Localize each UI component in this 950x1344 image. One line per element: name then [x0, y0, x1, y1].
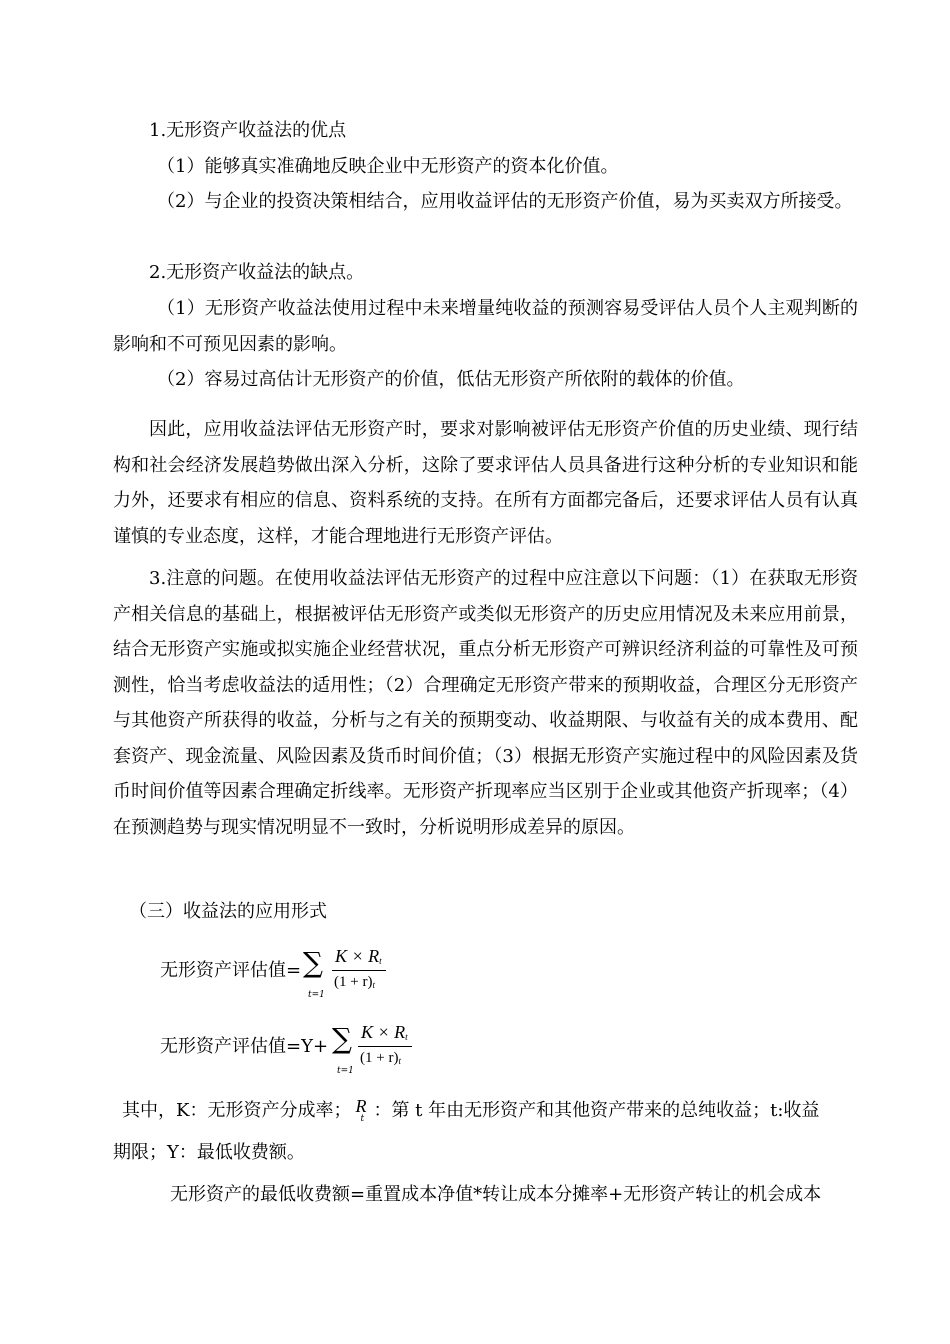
heading-disadvantages: 2.无形资产收益法的缺点。 — [149, 262, 365, 283]
advantage-1: （1）能够真实准确地反映企业中无形资产的资本化价值。 — [157, 156, 619, 177]
definition-r: ：第 t 年由无形资产和其他资产带来的总纯收益；t:收益 — [373, 1100, 820, 1121]
numerator: K × Rt — [361, 1022, 408, 1042]
disadvantage-2: （2）容易过高估计无形资产的价值，低估无形资产所依附的载体的价值。 — [157, 369, 745, 390]
therefore-paragraph: 因此，应用收益法评估无形资产时，要求对影响被评估无形资产价值的历史业绩、现行结构和社会经济发展趋势做出深入分析，这除了要求评估人员具备进行这种分析的专业知识和能力外，还要求有相应的信息、资料系统的支持。在所有方面都完备后，还要求评估人员有认真谨慎的专业态度，这样，才能合理地进行无形资产评估。 — [113, 419, 858, 547]
formula-1-label: 无形资产评估值= — [160, 960, 302, 981]
advantage-2: （2）与企业的投资决策相结合，应用收益评估的无形资产价值，易为买卖双方所接受。 — [157, 191, 853, 212]
denominator: (1 + r)t — [334, 974, 375, 990]
issues-paragraph: 3.注意的问题。在使用收益法评估无形资产的过程中应注意以下问题：（1）在获取无形资产相关信息的基础上，根据被评估无形资产或类似无形资产的历史应用情况及未来应用前景，结合无形资产实施或拟实施企业经营状况，重点分析无形资产可辨识经济利益的可靠性及可预测性，恰当考虑收益法的适用性；（2）合理确定无形资产带来的预期收益，合理区分无形资产与其他资产所获得的收益，分析与之有关的预期变动、收益期限、与收益有关的成本费用、配套资产、现金流量、风险因素及货币时间价值；（3）根据无形资产实施过程中的风险因素及货币时间价值等因素合理确定折线率。无形资产折现率应当区别于企业或其他资产折现率；（4）在预测趋势与现实情况明显不一致时，分析说明形成差异的原因。 — [113, 568, 858, 838]
fraction-bar — [358, 1046, 412, 1047]
r-symbol: R t — [355, 1096, 367, 1124]
sum-index: t=1 — [337, 1066, 354, 1076]
variable-definitions-line1 — [122, 1096, 819, 1122]
formula-2-label: 无形资产评估值=Y+ — [160, 1036, 329, 1057]
fraction-bar — [332, 970, 386, 971]
section-heading-application: （三）收益法的应用形式 — [129, 901, 327, 922]
variable-definitions-line2: 期限；Y：最低收费额。 — [113, 1142, 305, 1163]
denominator: (1 + r)t — [360, 1050, 401, 1066]
heading-advantages: 1.无形资产收益法的优点 — [149, 120, 347, 141]
sigma-symbol: ∑ — [332, 1022, 352, 1055]
sum-index: t=1 — [308, 990, 325, 1000]
disadvantage-1: （1）无形资产收益法使用过程中未来增量纯收益的预测容易受评估人员个人主观判断的影响和不可预见因素的影响。 — [113, 298, 858, 355]
formula-2 — [160, 1020, 430, 1080]
sigma-symbol: ∑ — [303, 946, 323, 979]
minimum-fee-formula: 无形资产的最低收费额=重置成本净值*转让成本分摊率+无形资产转让的机会成本 — [170, 1184, 822, 1205]
definition-k: 其中，K：无形资产分成率； — [122, 1100, 352, 1121]
formula-1 — [160, 944, 400, 1004]
numerator: K × Rt — [335, 946, 382, 966]
